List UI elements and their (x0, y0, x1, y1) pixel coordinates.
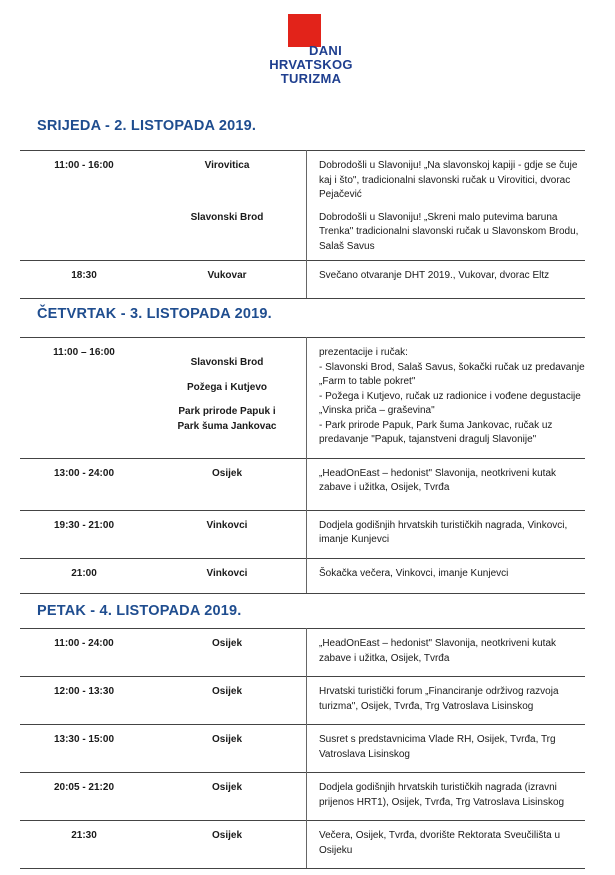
day-heading-thursday: ČETVRTAK - 3. LISTOPADA 2019. (37, 306, 272, 322)
schedule-table-thursday (20, 337, 585, 594)
description-text: - Požega i Kutjevo, ručak uz radionice i vođene degustacije „Vinska priča – graševina" (319, 390, 581, 416)
description-text: „HeadOnEast – hedonist" Slavonija, neotkriveni kutak zabave i užitka, Osijek, Tvrđa (319, 467, 557, 493)
description-cell (307, 558, 586, 594)
city-label: Vukovar (207, 270, 247, 281)
description-cell (307, 338, 586, 459)
city-cell (148, 510, 307, 558)
table-row (20, 510, 585, 558)
city-label: Osijek (211, 782, 243, 793)
description-text: Dodjela godišnjih hrvatskih turističkih nagrada (izravni prijenos HRT1), Osijek, Tvrđa, Trg Vatroslava Lisinskog (319, 782, 565, 808)
time-cell: 20:05 - 21:20 (20, 773, 148, 821)
city-cell (148, 151, 307, 261)
city-label: Osijek (211, 830, 243, 841)
city-cell (148, 458, 307, 510)
city-label: Požega i Kutjevo (186, 381, 267, 393)
city-cell (148, 338, 307, 459)
logo-line-1: DANI (309, 43, 342, 58)
description-text: „HeadOnEast – hedonist" Slavonija, neotkriveni kutak zabave i užitka, Osijek, Tvrđa (319, 638, 557, 664)
time-cell: 13:30 - 15:00 (20, 725, 148, 773)
table-row (20, 261, 585, 299)
time-cell: 11:00 - 16:00 (20, 151, 148, 261)
city-label: Slavonski Brod (190, 357, 264, 368)
day-heading-friday: PETAK - 4. LISTOPADA 2019. (37, 603, 242, 619)
city-label: Osijek (211, 638, 243, 649)
city-cell (148, 773, 307, 821)
city-label: Osijek (211, 467, 243, 479)
city-cell (148, 261, 307, 299)
city-label: Vinkovci (206, 519, 248, 531)
description-cell (307, 821, 586, 869)
schedule-table-friday (20, 628, 585, 869)
description-cell (307, 629, 586, 677)
city-label: Vinkovci (206, 567, 248, 579)
table-row (20, 629, 585, 677)
description-text: Dobrodošli u Slavoniju! „Skreni malo putevima baruna Trenka" tradicionalni slavonski ručak u Slavonskom Brodu, Salaš Savus (319, 211, 579, 252)
description-cell (307, 773, 586, 821)
description-text: Dobrodošli u Slavoniju! „Na slavonskoj kapiji - gdje se čuje kaj i što", tradicionalni slavonski ručak u Virovitici, dvorac Pejačević (319, 160, 578, 200)
description-text: - Park prirode Papuk, Park šuma Jankovac, ručak uz predavanje "Papuk, tajanstveni dragulj Slavonije" (319, 419, 553, 445)
city-label: Osijek (211, 686, 243, 697)
city-label: Osijek (211, 734, 243, 745)
time-cell: 21:30 (20, 821, 148, 869)
time-cell: 19:30 - 21:00 (20, 510, 148, 558)
time-cell: 18:30 (20, 261, 148, 299)
city-cell (148, 821, 307, 869)
description-cell (307, 458, 586, 510)
time-cell: 21:00 (20, 558, 148, 594)
logo-text (261, 44, 361, 86)
table-row (20, 725, 585, 773)
table-row (20, 677, 585, 725)
logo-line-3: TURIZMA (280, 71, 342, 86)
city-cell (148, 725, 307, 773)
description-text: Šokačka večera, Vinkovci, imanje Kunjevci (319, 567, 509, 579)
event-logo (261, 14, 361, 94)
table-row (20, 773, 585, 821)
description-cell (307, 677, 586, 725)
time-cell: 11:00 – 16:00 (20, 338, 148, 459)
city-label: Virovitica (204, 160, 250, 171)
table-row (20, 151, 585, 261)
time-cell: 13:00 - 24:00 (20, 458, 148, 510)
table-row (20, 558, 585, 594)
logo-line-2: HRVATSKOG (269, 57, 353, 72)
description-text: Večera, Osijek, Tvrđa, dvorište Rektorata Sveučilišta u Osijeku (319, 830, 561, 856)
description-text: Susret s predstavnicima Vlade RH, Osijek, Tvrđa, Trg Vatroslava Lisinskog (319, 734, 556, 760)
day-heading-wednesday: SRIJEDA - 2. LISTOPADA 2019. (37, 118, 257, 134)
description-text: prezentacije i ručak: (319, 347, 408, 358)
description-text: Dodjela godišnjih hrvatskih turističkih nagrada, Vinkovci, imanje Kunjevci (319, 519, 568, 545)
table-row (20, 458, 585, 510)
city-cell (148, 558, 307, 594)
table-row (20, 338, 585, 459)
description-cell (307, 725, 586, 773)
description-text: Svečano otvaranje DHT 2019., Vukovar, dvorac Eltz (319, 270, 550, 281)
table-row (20, 821, 585, 869)
schedule-table-wednesday (20, 150, 585, 299)
city-label: Slavonski Brod (190, 212, 264, 223)
description-text: Hrvatski turistički forum „Financiranje održivog razvoja turizma", Osijek, Tvrđa, Trg Vatroslava Lisinskog (319, 686, 559, 712)
description-text: - Slavonski Brod, Salaš Savus, šokački ručak uz predavanje „Farm to table pokret" (319, 361, 585, 387)
description-cell (307, 510, 586, 558)
time-cell: 12:00 - 13:30 (20, 677, 148, 725)
description-cell (307, 261, 586, 299)
city-label: Park prirode Papuk i Park šuma Jankovac (177, 406, 277, 432)
description-cell (307, 151, 586, 261)
time-cell: 11:00 - 24:00 (20, 629, 148, 677)
city-cell (148, 629, 307, 677)
city-cell (148, 677, 307, 725)
